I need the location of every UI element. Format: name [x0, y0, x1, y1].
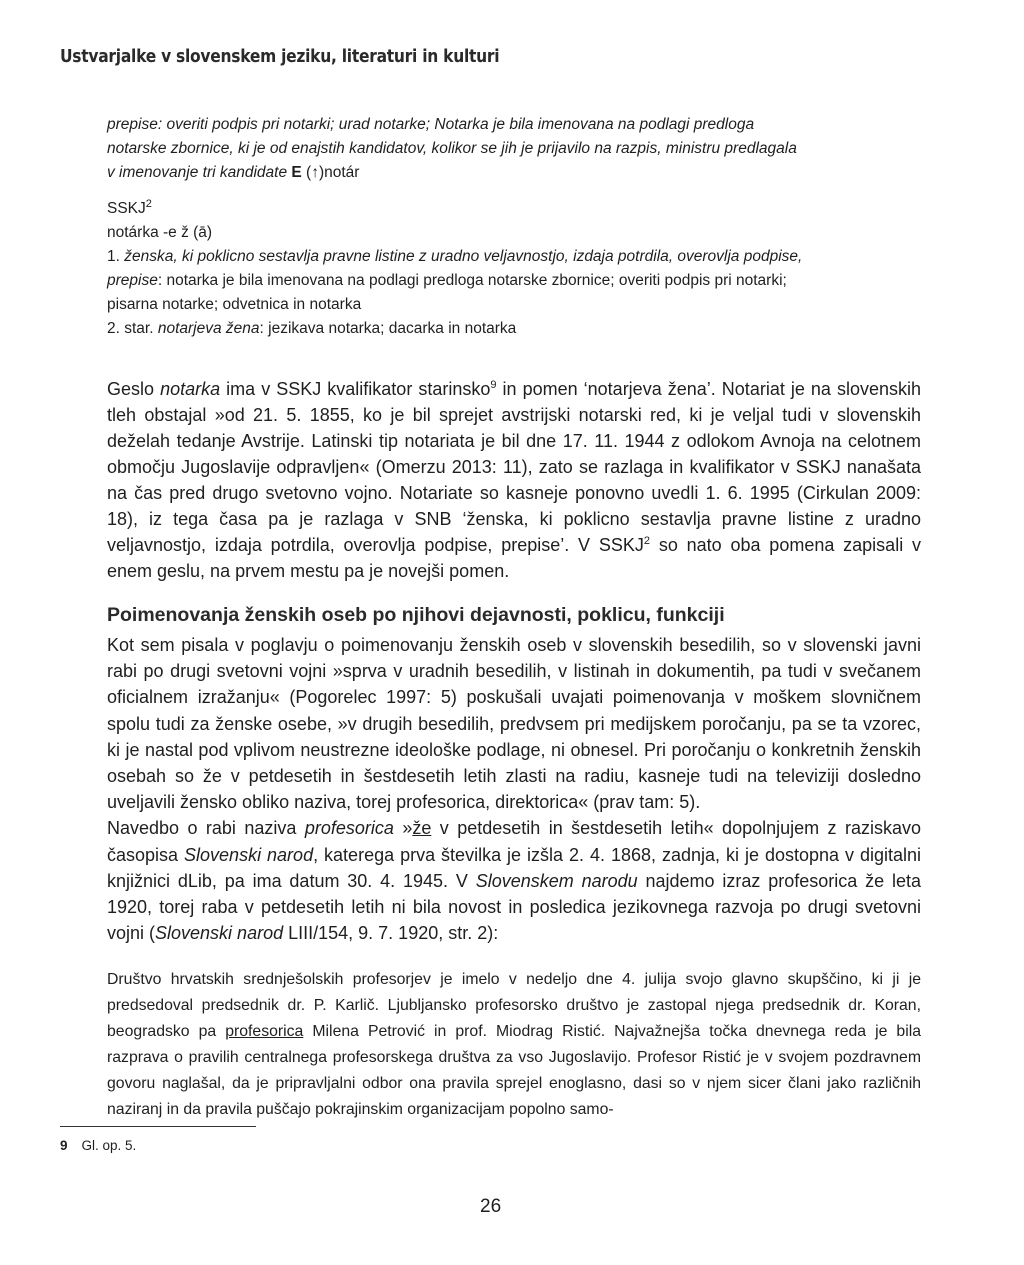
dict-source: SSKJ$^2$ — [107, 197, 152, 217]
footnote-ref[interactable]: 9 — [490, 379, 497, 391]
dict-line: v imenovanje tri kandidate E (↑)notár — [107, 164, 360, 181]
dict-line: prepise: overiti podpis pri notarki; urad notarke; Notarka je bila imenovana na podlagi predloga — [107, 116, 755, 133]
running-head: Ustvarjalke v slovenskem jeziku, literaturi in kulturi — [60, 46, 500, 67]
section-heading: Poimenovanja ženskih oseb po njihovi dejavnosti, poklicu, funkciji — [107, 604, 725, 626]
dictionary-entry — [107, 113, 927, 341]
dict-sense-1: 1. ženska, ki poklicno sestavlja pravne listine z uradno veljavnostjo, izdaja potrdila, overovlja podpise, — [107, 248, 803, 265]
dict-headword: notárka -e ž (ā) — [107, 224, 213, 241]
dict-sense-2: 2. star. notarjeva žena: jezikava notarka; dacarka in notarka — [107, 320, 517, 337]
dict-line: notarske zbornice, ki je od enajstih kandidatov, kolikor se jih je prijavilo na razpis, ministru predlagala — [107, 140, 797, 157]
page-number: 26 — [480, 1196, 502, 1217]
paragraph: Kot sem pisala v poglavju o poimenovanju ženskih oseb v slovenskih besedilih, so v slovenski javni rabi po drugi svetovni vojni »sprva v uradnih besedilih, v listinah in dokumentih, pa tudi v svečanem oficialnem izražanju« (Pogorelec 1997: 5) poskušali uvajati poimenovanja v moškem slovničnem spolu tudi za ženske osebe, »v drugih besedilih, predvsem pri medijskem poročanju, pa se ta vzorec, ki je nastal pod vplivom neustrezne ideološke podlage, ni obnesel. Pri poročanju o konkretnih ženskih osebah so že v petdesetih in šestdesetih letih zlasti na radiu, kasneje tudi na televiziji dosledno uveljavili žensko obliko naziva, torej profesorica, direktorica« (prav tam: 5). — [107, 635, 921, 813]
paragraph: Navedbo o rabi naziva profesorica »že v petdesetih in šestdesetih letih« dopolnjujem z raziskavo časopisa Slovenski narod, katerega prva številka je izšla 2. 4. 1868, zadnja, ki je dostopna v digitalni knjižnici dLib, pa ima datum 30. 4. 1945. V Slovenskem narodu najdemo izraz profesorica že leta 1920, torej raba v petdesetih letih ni bila novost in posledica jezikovnega razvoja po drugi svetovni vojni (Slovenski narod LIII/154, 9. 7. 1920, str. 2): — [107, 818, 921, 944]
paragraph-notarka: Geslo notarka ima v SSKJ kvalifikator starinsko$^9$ in pomen ‘notarjeva žena’. Notariat je na slovenskih tleh obstajal »od 21. 5. 1855, ko je bil sprejet avstrijski notarski red, ki je veljal tudi v slovenskih deželah tedanje Avstrije. Latinski tip notariata je bil dne 17. 11. 1944 z odlokom Avnoja na celotnem območju Jugoslavije odpravljen« (Omerzu 2013: 11), zato se razlaga in kvalifikator v SSKJ nanašata na čas pred drugo svetovno vojno. Notariate so kasneje ponovno uvedli 1. 6. 1995 (Cirkulan 2009: 18), iz tega časa pa je razlaga v SNB ‘ženska, ki poklicno sestavlja pravne listine z uradno veljavnostjo, izdaja potrdila, overovlja podpise, prepise’. V SSKJ$^2$ so nato oba pomena zapisali v enem geslu, na prvem mestu pa je novejši pomen. — [107, 379, 921, 581]
dict-line: pisarna notarke; odvetnica in notarka — [107, 296, 362, 313]
dict-line: prepise: notarka je bila imenovana na podlagi predloga notarske zbornice; overiti podpis pri notarki; — [107, 272, 787, 289]
footnote: 9 Gl. op. 5. — [60, 1138, 137, 1153]
section-body — [107, 632, 921, 946]
block-quote: Društvo hrvatskih srednješolskih profesorjev je imelo v nedeljo dne 4. julija svojo glavno skupščino, ki ji je predsedoval predsednik dr. P. Karlič. Ljubljansko profesorsko društvo je zastopal njega predsednik dr. Koran, beogradsko pa profesorica Milena Petrović in prof. Miodrag Ristić. Najvažnejša točka dnevnega reda je bila razprava o pravilih centralnega profesorskega društva za vso Jugoslavijo. Profesor Ristić je v svojem pozdravnem govoru naglašal, da je pripravljalni odbor ona pravila sprejel enoglasno, dasi so v njem sicer člani jako različnih naziranj in da pravila puščajo pokrajinskim organizacijam popolno samo- — [107, 971, 922, 1118]
footnote-rule — [60, 1126, 256, 1127]
